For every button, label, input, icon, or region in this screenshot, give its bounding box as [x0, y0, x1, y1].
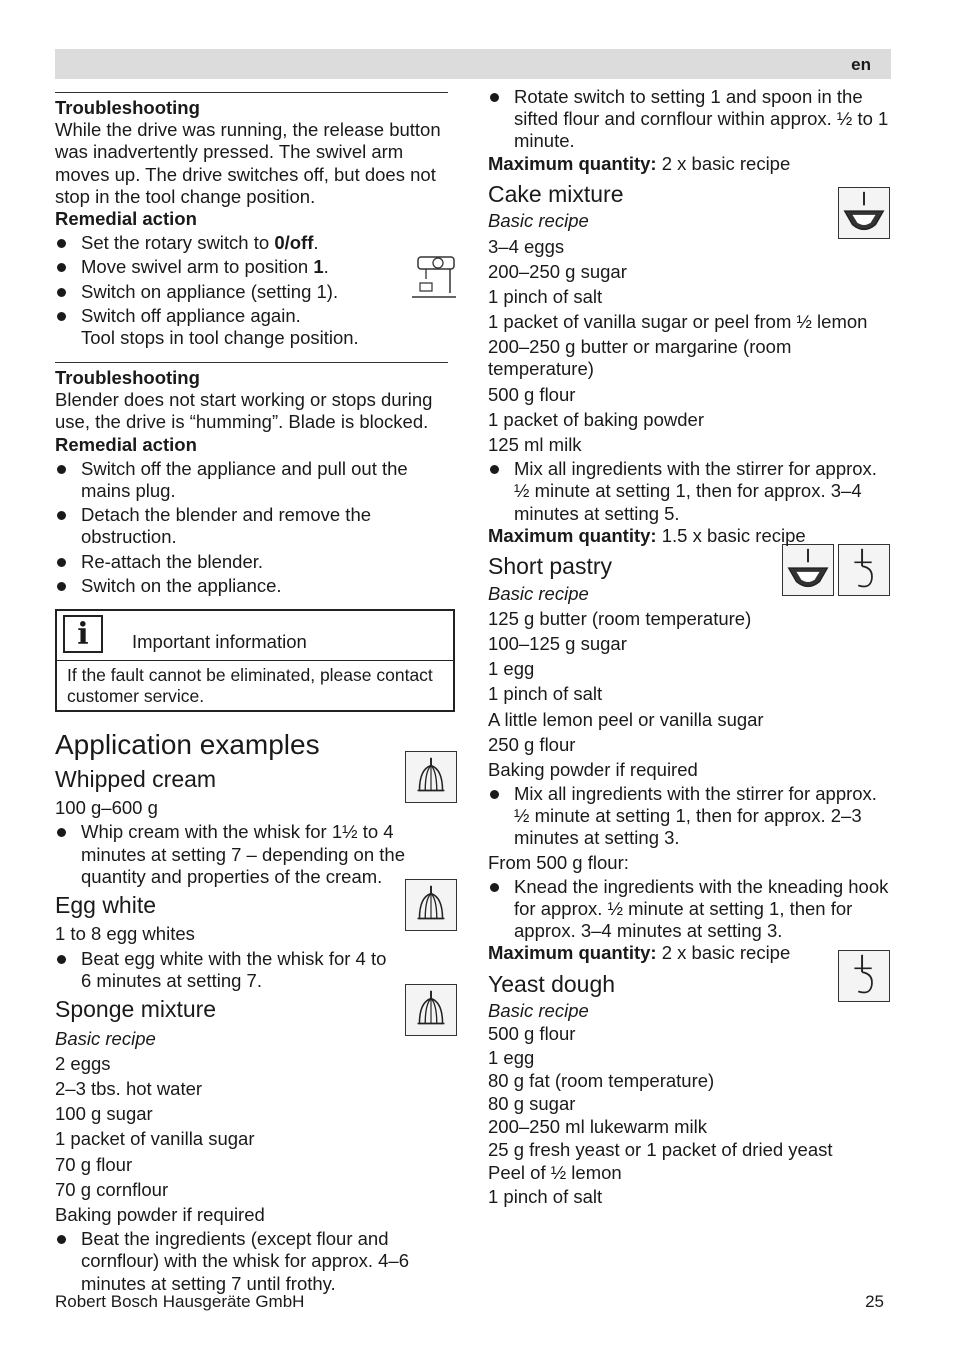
ingredient: 1 egg	[488, 1046, 535, 1068]
from-flour-note: From 500 g flour:	[488, 851, 629, 873]
egg-white-qty: 1 to 8 egg whites	[55, 923, 195, 945]
ingredient: 500 g flour	[488, 383, 576, 405]
remedial-list-2	[55, 458, 457, 597]
ingredient: Baking powder if required	[55, 1203, 265, 1225]
ingredient: 250 g flour	[488, 733, 576, 755]
whipped-cream-title: Whipped cream	[55, 765, 217, 792]
remedial-action-heading-1: Remedial action	[55, 207, 197, 229]
ingredient: 70 g cornflour	[55, 1178, 169, 1200]
ingredient: 1 pinch of salt	[488, 1185, 603, 1207]
cake-mixture-title: Cake mixture	[488, 180, 624, 207]
egg-white-title: Egg white	[55, 891, 157, 918]
ingredient: 25 g fresh yeast or 1 packet of dried yeast	[488, 1139, 833, 1161]
yeast-dough-title: Yeast dough	[488, 970, 616, 997]
ingredient: A little lemon peel or vanilla sugar	[488, 708, 764, 730]
basic-recipe-label: Basic recipe	[488, 1000, 589, 1022]
basic-recipe-label: Basic recipe	[488, 582, 589, 604]
ingredient: 1 pinch of salt	[488, 683, 603, 705]
basic-recipe-label: Basic recipe	[55, 1027, 156, 1049]
info-icon: i	[63, 615, 103, 653]
troubleshooting-heading-2: Troubleshooting	[55, 367, 200, 389]
list-item: Knead the ingredients with the kneading hook for approx. ½ minute at setting 1, then for approx. 3–4 minutes at setting 3.	[488, 876, 891, 943]
right-column	[488, 86, 891, 1208]
info-title: Important information	[132, 630, 307, 652]
whisk-icon	[405, 751, 457, 803]
list-item: Detach the blender and remove the obstruction.	[55, 504, 457, 548]
troubleshooting-text-2: Blender does not start working or stops during use, the drive is “humming”. Blade is blocked.	[55, 389, 433, 433]
header-bar	[55, 49, 891, 79]
application-examples-title: Application examples	[55, 728, 320, 760]
troubleshooting-text-1: While the drive was running, the release button was inadvertently pressed. The swivel arm moves up. The drive switches off, but does not stop in the tool change position.	[55, 119, 441, 207]
remedial-list-1	[55, 232, 457, 349]
ingredient: 125 g butter (room temperature)	[488, 607, 752, 629]
list-item: Mix all ingredients with the stirrer for approx. ½ minute at setting 1, then for approx. 2–3 minutes at setting 3.	[488, 783, 891, 850]
language-code: en	[851, 55, 871, 74]
ingredient: 1 packet of vanilla sugar	[55, 1128, 255, 1150]
ingredient: 200–250 g sugar	[488, 260, 627, 282]
list-item: Switch off the appliance and pull out the mains plug.	[55, 458, 457, 502]
max-quantity: Maximum quantity: 2 x basic recipe	[488, 942, 791, 964]
ingredient: 3–4 eggs	[488, 235, 565, 257]
ingredient: 100 g sugar	[55, 1103, 153, 1125]
ingredient: 2 eggs	[55, 1052, 111, 1074]
ingredient: 80 g sugar	[488, 1092, 576, 1114]
ingredient: 1 pinch of salt	[488, 285, 603, 307]
whisk-icon	[405, 984, 457, 1036]
ingredient: 1 packet of vanilla sugar or peel from ½ lemon	[488, 311, 868, 333]
ingredient: 500 g flour	[488, 1023, 576, 1045]
ingredient: 2–3 tbs. hot water	[55, 1078, 203, 1099]
list-item: Move swivel arm to position 1.	[55, 256, 457, 278]
whipped-cream-qty: 100 g–600 g	[55, 797, 158, 819]
list-item: Re-attach the blender.	[55, 551, 457, 573]
list-item: Set the rotary switch to 0/off.	[55, 232, 457, 254]
ingredient: 200–250 g butter or margarine (room temperature)	[488, 336, 792, 380]
sponge-mixture-title: Sponge mixture	[55, 996, 217, 1023]
list-item: Switch on the appliance.	[55, 575, 457, 597]
list-item: Whip cream with the whisk for 1½ to 4 minutes at setting 7 – depending on the quantity and properties of the cream.	[55, 821, 457, 888]
basic-recipe-label: Basic recipe	[488, 210, 589, 232]
troubleshooting-heading-1: Troubleshooting	[55, 97, 200, 118]
list-item: Switch on appliance (setting 1).	[55, 281, 457, 303]
short-pastry-title: Short pastry	[488, 552, 612, 579]
footer-company: Robert Bosch Hausgeräte GmbH	[55, 1292, 305, 1311]
divider	[55, 362, 448, 363]
left-column	[55, 92, 457, 1295]
ingredient: 100–125 g sugar	[488, 632, 627, 654]
ingredient: 1 packet of baking powder	[488, 408, 704, 430]
ingredient: 125 ml milk	[488, 434, 582, 456]
page-number: 25	[865, 1292, 884, 1311]
ingredient: 1 egg	[488, 658, 535, 680]
remedial-action-heading-2: Remedial action	[55, 433, 197, 455]
ingredient: 70 g flour	[55, 1153, 133, 1175]
ingredient: Baking powder if required	[488, 758, 698, 780]
ingredient: 80 g fat (room temperature)	[488, 1069, 715, 1091]
important-information-box	[55, 609, 455, 712]
list-item: Beat the ingredients (except flour and cornflour) with the whisk for approx. 4–6 minutes at setting 7 until frothy.	[55, 1228, 457, 1295]
ingredient: Peel of ½ lemon	[488, 1162, 622, 1184]
list-item: Mix all ingredients with the stirrer for approx. ½ minute at setting 1, then for approx. 3–4 minutes at setting 5.	[488, 458, 891, 525]
ingredient: 200–250 ml lukewarm milk	[488, 1116, 708, 1138]
whisk-icon	[405, 879, 457, 931]
list-item: Switch off appliance again. Tool stops in tool change position.	[55, 305, 457, 349]
divider	[55, 92, 448, 93]
info-body: If the fault cannot be eliminated, please contact customer service.	[67, 664, 433, 706]
max-quantity: Maximum quantity: 1.5 x basic recipe	[488, 524, 806, 546]
list-item: Rotate switch to setting 1 and spoon in the sifted flour and cornflour within approx. ½ to 1 minute.	[488, 86, 891, 153]
list-item: Beat egg white with the whisk for 4 to 6 minutes at setting 7.	[55, 948, 457, 992]
max-quantity: Maximum quantity: 2 x basic recipe	[488, 152, 791, 174]
